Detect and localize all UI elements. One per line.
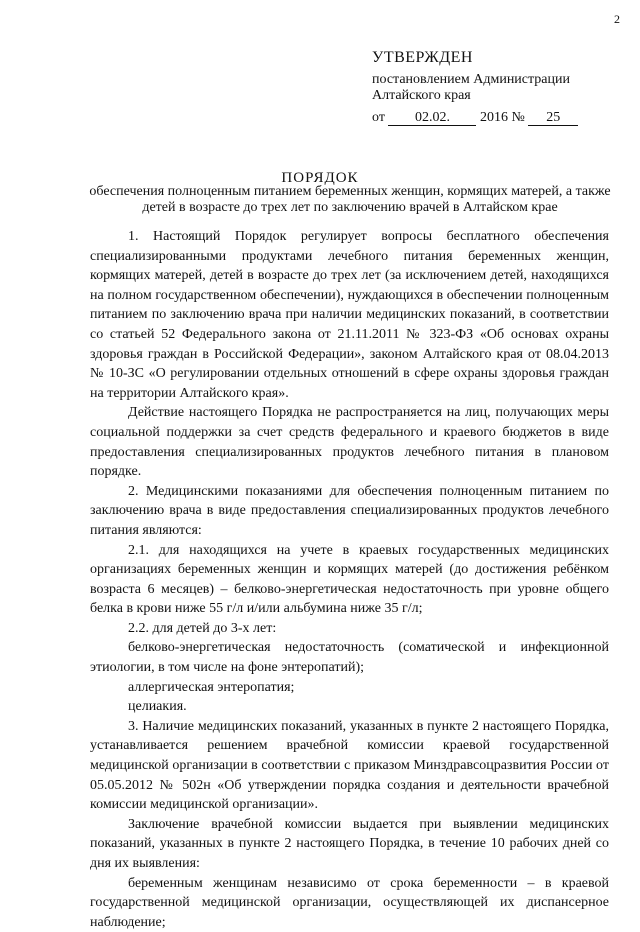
paragraph: 2. Медицинскими показаниями для обеспечения полноценным питанием по заключению врача в виде предоставления специализированных продуктов лечебного питания являются: — [90, 483, 609, 538]
paragraph: аллергическая энтеропатия; — [128, 679, 295, 695]
paragraph: беременным женщинам независимо от срока беременности – в краевой государственной медицинской организации, осуществляющей их диспансерное наблюдение; — [90, 875, 609, 930]
approval-date: 02.02. — [388, 110, 476, 126]
paragraph: 1. Настоящий Порядок регулирует вопросы бесплатного обеспечения специализированными продуктами лечебного питания беременных женщин, кормящих матерей, детей в возрасте до трех лет (за исключением детей, находящихся на полном государственном обеспечении), нуждающихся в обеспечении полноценным питанием по заключению врача при наличии медицинских показаний, в соответствии со статьей 52 Федерального закона от 21.11.2011 № 323-ФЗ «Об основах охраны здоровья граждан в Российской Федерации», законом Алтайского края от 08.04.2013 № 10-ЗС «О регулировании отдельных отношений в сфере охраны здоровья граждан на территории Алтайского края». — [90, 229, 609, 401]
paragraph: Заключение врачебной комиссии выдается при выявлении медицинских показаний, указанных в пункте 2 настоящего Порядка, в течение 10 рабочих дней со дня их выявления: — [90, 816, 609, 871]
approval-date-line — [372, 110, 578, 126]
page-number: 2 — [614, 12, 620, 26]
paragraph: белково-энергетическая недостаточность (соматической и инфекционной этиологии, в том числе на фоне энтеропатий); — [90, 640, 609, 676]
paragraph: 2.1. для находящихся на учете в краевых государственных медицинских организациях беременных женщин и кормящих матерей (до достижения ребёнком возраста 6 месяцев) – белково-энергетическая недостаточность при уровне общего белка в крови ниже 55 г/л и/или альбумина ниже 35 г/л; — [90, 542, 609, 617]
approval-line-1: постановлением Администрации — [372, 72, 570, 87]
approval-heading: УТВЕРЖДЕН — [372, 49, 473, 66]
paragraph: Действие настоящего Порядка не распространяется на лиц, получающих меры социальной поддержки за счет средств федерального и краевого бюджетов в виде предоставления специализированных продуктов лечебного питания в плановом порядке. — [90, 405, 609, 480]
approval-year: 2016 № — [479, 110, 525, 125]
approval-number: 25 — [528, 110, 578, 126]
document-body — [90, 227, 609, 932]
paragraph: 2.2. для детей до 3-х лет: — [128, 620, 277, 636]
document-subtitle: обеспечения полноценным питанием беременных женщин, кормящих матерей, а также детей в возрасте до трех лет по заключению врачей в Алтайском крае — [89, 184, 611, 215]
approval-block — [372, 50, 578, 126]
paragraph: 3. Наличие медицинских показаний, указанных в пункте 2 настоящего Порядка, устанавливается решением врачебной комиссии краевой государственной медицинской организации в соответствии с приказом Минздравсоцразвития России от 05.05.2012 № 502н «Об утверждении порядка создания и деятельности врачебной комиссии медицинской организации». — [90, 718, 609, 813]
from-label: от — [372, 110, 385, 125]
paragraph: целиакия. — [128, 699, 187, 715]
document-title: ПОРЯДОК — [281, 170, 359, 186]
approval-line-2: Алтайского края — [372, 88, 471, 103]
